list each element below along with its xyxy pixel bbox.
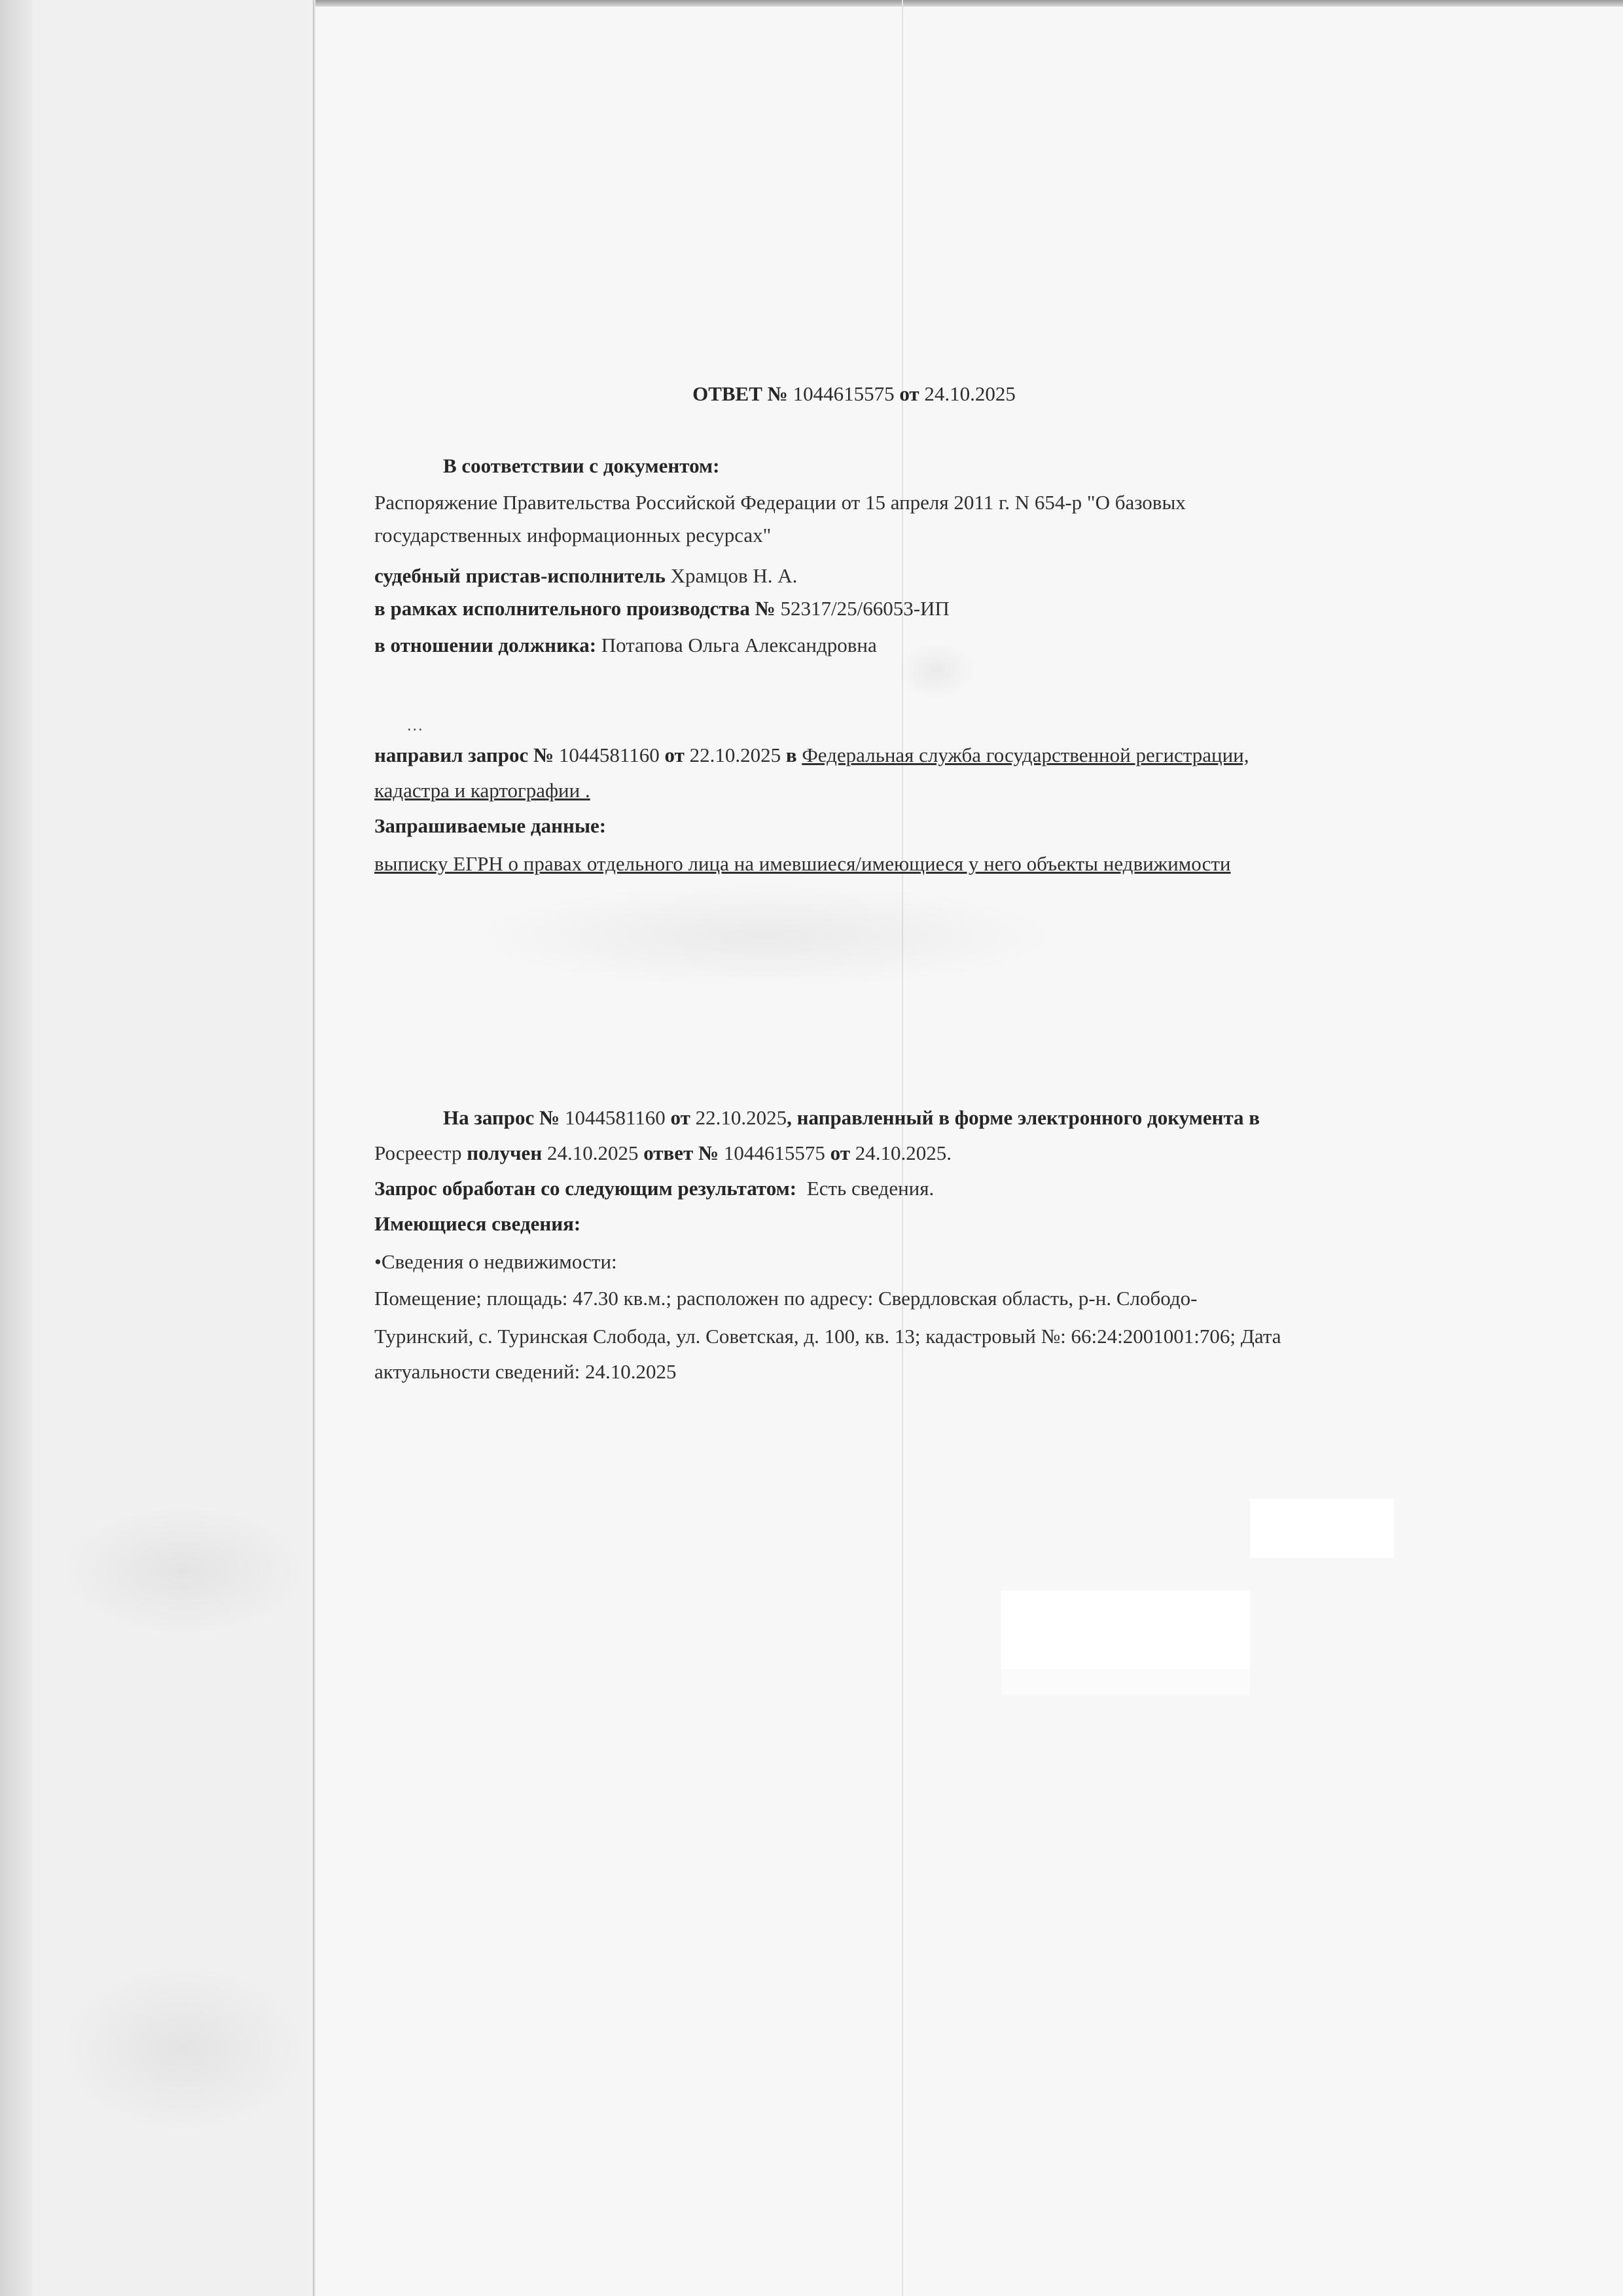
title-number: 1044615575 bbox=[793, 382, 895, 405]
scan-fold-line bbox=[313, 0, 315, 2296]
response-received-label: получен bbox=[467, 1141, 543, 1164]
request-number: 1044581160 bbox=[558, 744, 660, 766]
response-result-label: Запрос обработан со следующим результатом: bbox=[374, 1177, 797, 1200]
bailiff-line bbox=[374, 563, 797, 589]
property-info-heading: •Сведения о недвижимости: bbox=[374, 1250, 617, 1273]
basis-heading: В соответствии с документом: bbox=[443, 454, 720, 477]
proceeding-label: в рамках исполнительного производства № bbox=[374, 597, 776, 620]
response-line2 bbox=[374, 1140, 952, 1166]
requested-data-label: Запрашиваемые данные: bbox=[374, 814, 607, 837]
scan-white-patch bbox=[1001, 1590, 1250, 1669]
proceeding-line bbox=[374, 596, 950, 622]
response-answer-date: 24.10.2025. bbox=[855, 1141, 952, 1164]
response-result-line bbox=[374, 1175, 934, 1202]
scan-white-patch bbox=[1001, 1669, 1250, 1695]
scan-smudge bbox=[59, 1505, 308, 1636]
scan-left-shadow bbox=[0, 0, 33, 2296]
proceeding-number: 52317/25/66053-ИП bbox=[780, 597, 950, 620]
scan-smudge bbox=[59, 1964, 308, 2134]
response-request-date: 22.10.2025 bbox=[695, 1106, 787, 1129]
scan-dots: ... bbox=[407, 715, 424, 734]
title-prefix: ОТВЕТ № bbox=[692, 382, 788, 405]
response-result-value: Есть сведения. bbox=[806, 1177, 935, 1200]
requested-data-value: выписку ЕГРН о правах отдельного лица на имевшиеся/имеющиеся у него объекты недвижимости bbox=[374, 852, 1231, 875]
scan-left-margin bbox=[33, 0, 313, 2296]
response-answer-number: 1044615575 bbox=[723, 1141, 825, 1164]
request-to-sep: в bbox=[785, 744, 797, 766]
request-date-sep: от bbox=[664, 744, 685, 766]
bailiff-label: судебный пристав-исполнитель bbox=[374, 564, 666, 587]
property-info-line1: Помещение; площадь: 47.30 кв.м.; расположен по адресу: Свердловская область, р-н. Слободо- bbox=[374, 1287, 1198, 1310]
scan-smudge bbox=[897, 641, 975, 700]
response-received-date: 24.10.2025 bbox=[546, 1141, 639, 1164]
request-date: 22.10.2025 bbox=[689, 744, 781, 766]
scan-smudge bbox=[471, 884, 1060, 988]
request-agency-line2: кадастра и картографии . bbox=[374, 779, 590, 802]
property-info-line3: актуальности сведений: 24.10.2025 bbox=[374, 1360, 677, 1383]
debtor-name: Потапова Ольга Александровна bbox=[601, 634, 877, 656]
debtor-line bbox=[374, 632, 877, 658]
available-info-label: Имеющиеся сведения: bbox=[374, 1212, 581, 1235]
property-info-line2: Туринский, с. Туринская Слобода, ул. Советская, д. 100, кв. 13; кадастровый №: 66:24:2001001:706; Дата bbox=[374, 1325, 1281, 1348]
response-agency: Росреестр bbox=[374, 1141, 462, 1164]
response-label1: На запрос № bbox=[443, 1106, 560, 1129]
request-label: направил запрос № bbox=[374, 744, 554, 766]
bailiff-name: Храмцов Н. А. bbox=[670, 564, 798, 587]
response-answer-label: ответ № bbox=[643, 1141, 719, 1164]
title-date: 24.10.2025 bbox=[924, 382, 1016, 405]
response-request-number: 1044581160 bbox=[564, 1106, 666, 1129]
request-line bbox=[374, 742, 1249, 768]
response-line1 bbox=[443, 1105, 1260, 1131]
response-date-sep2: от bbox=[830, 1141, 850, 1164]
basis-document-line2: государственных информационных ресурсах" bbox=[374, 524, 772, 547]
scan-white-patch bbox=[1250, 1499, 1394, 1558]
basis-document-line1: Распоряжение Правительства Российской Федерации от 15 апреля 2011 г. N 654-р "О базовых bbox=[374, 491, 1186, 514]
response-date-sep1: от bbox=[670, 1106, 690, 1129]
debtor-label: в отношении должника: bbox=[374, 634, 597, 656]
response-label2: , направленный в форме электронного документа в bbox=[787, 1106, 1260, 1129]
title-date-sep: от bbox=[899, 382, 919, 405]
document-title bbox=[0, 381, 1623, 407]
request-agency-line1: Федеральная служба государственной регистрации, bbox=[802, 744, 1249, 766]
